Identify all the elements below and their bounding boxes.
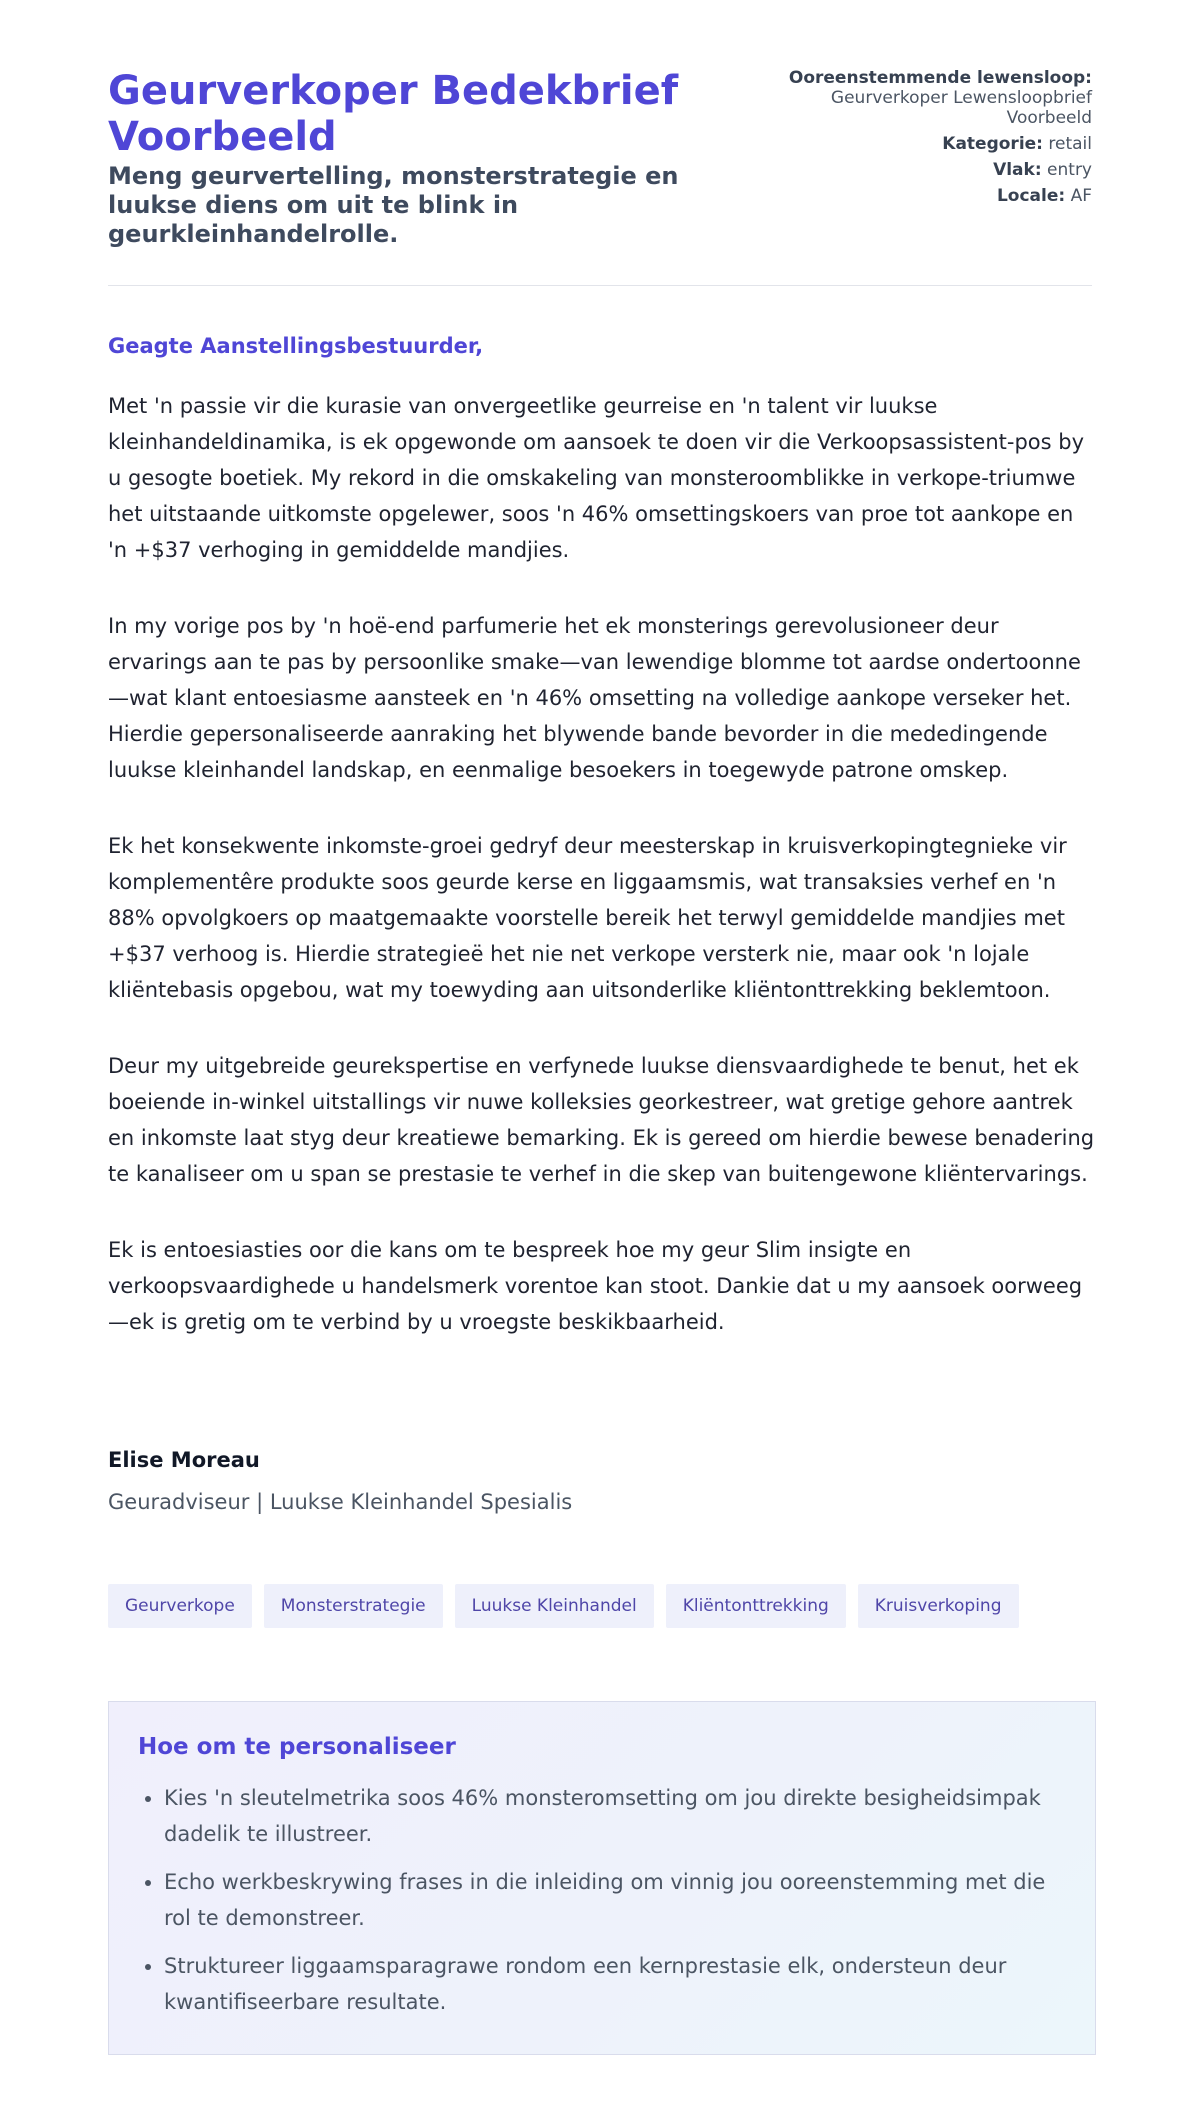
tip-item: • Kies 'n sleutelmetrika soos 46% monsteromsetting om jou direkte besigheidsimpak dadelik te illustreer. [164, 1780, 1066, 1852]
letter-paragraph: Deur my uitgebreide geurekspertise en verfynede luukse diensvaardighede te benut, het ek boeiende in-winkel uitstallings vir nuwe kolleksies georkestreer, wat gretige gehore aantrek en inkomste laat styg deur kreatiewe bemarking. Ek is gereed om hierdie bewese benadering te kanaliseer om u span se prestasie te verhef in die skep van buitengewone kliëntervarings. [108, 1054, 1095, 1186]
letter-greeting: Geagte Aanstellingsbestuurder, [108, 334, 484, 358]
page-subtitle: Meng geurvertelling, monsterstrategie en luukse diens om uit te blink in geurkleinhandelrolle. [108, 162, 679, 248]
meta-matching-resume [752, 68, 1092, 128]
tag-chip[interactable]: Kruisverkoping [858, 1584, 1019, 1628]
page-title: Geurverkoper Bedekbrief Voorbeeld [108, 68, 679, 160]
meta-matching-value: Geurverkoper Lewensloopbrief Voorbeeld [830, 88, 1092, 128]
signature-name: Elise Moreau [108, 1448, 260, 1472]
tips-list [138, 1780, 1066, 2020]
meta-locale-value: AF [1070, 186, 1092, 206]
tip-item: • Struktureer liggaamsparagrawe rondom een kernprestasie elk, ondersteun deur kwantifiseerbare resultate. [164, 1948, 1066, 2020]
tag-chip[interactable]: Luukse Kleinhandel [455, 1584, 654, 1628]
meta-level [752, 160, 1092, 180]
meta-matching-label: Ooreenstemmende lewensloop: [788, 68, 1092, 88]
signature-block [108, 1446, 1008, 1516]
tag-list [108, 1584, 1019, 1628]
tag-chip[interactable]: Monsterstrategie [264, 1584, 443, 1628]
tips-heading: Hoe om te personaliseer [138, 1734, 456, 1760]
meta-category-value: retail [1048, 134, 1092, 154]
meta-locale [752, 186, 1092, 206]
letter-paragraph: Met 'n passie vir die kurasie van onvergeetlike geurreise en 'n talent vir luukse kleinhandeldinamika, is ek opgewonde om aansoek te doen vir die Verkoopsassistent-pos by u gesogte boetiek. My rekord in die omskakeling van monsteroomblikke in verkope-triumwe het uitstaande uitkomste opgelewer, soos 'n 46% omsettingskoers van proe tot aankope en 'n +$37 verhoging in gemiddelde mandjies. [108, 394, 1085, 562]
personalize-tips-box [108, 1701, 1096, 2055]
meta-locale-label: Locale: [996, 186, 1066, 206]
letter-body [108, 388, 1098, 1380]
meta-level-label: Vlak: [993, 160, 1042, 180]
tag-chip[interactable]: Geurverkope [108, 1584, 252, 1628]
meta-category [752, 134, 1092, 154]
signature-title: Geuradviseur | Luukse Kleinhandel Spesialis [108, 1490, 573, 1514]
letter-paragraph: Ek is entoesiasties oor die kans om te bespreek hoe my geur Slim insigte en verkoopsvaardighede u handelsmerk vorentoe kan stoot. Dankie dat u my aansoek oorweeg—ek is gretig om te verbind by u vroegste beskikbaarheid. [108, 1238, 1083, 1334]
header-divider [108, 285, 1092, 286]
meta-level-value: entry [1047, 160, 1092, 180]
letter-paragraph: In my vorige pos by 'n hoë-end parfumerie het ek monsterings gerevolusioneer deur ervarings aan te pas by persoonlike smake—van lewendige blomme tot aardse ondertoonne—wat klant entoesiasme aansteek en 'n 46% omsetting na volledige aankope verseker het. Hierdie gepersonaliseerde aanraking het blywende bande bevorder in die mededingende luukse kleinhandel landskap, en eenmalige besoekers in toegewyde patrone omskep. [108, 614, 1081, 782]
meta-category-label: Kategorie: [942, 134, 1043, 154]
tip-item: • Echo werkbeskrywing frases in die inleiding om vinnig jou ooreenstemming met die rol te demonstreer. [164, 1864, 1066, 1936]
tag-chip[interactable]: Kliëntonttrekking [666, 1584, 846, 1628]
page-header [108, 0, 1092, 248]
letter-paragraph: Ek het konsekwente inkomste-groei gedryf deur meesterskap in kruisverkopingtegnieke vir komplementêre produkte soos geurde kerse en liggaamsmis, wat transaksies verhef en 'n 88% opvolgkoers op maatgemaakte voorstelle bereik het terwyl gemiddelde mandjies met +$37 verhoog is. Hierdie strategieë het nie net verkope versterk nie, maar ook 'n lojale kliëntebasis opgebou, wat my toewyding aan uitsonderlike kliëntonttrekking beklemtoon. [108, 834, 1067, 1002]
meta-panel [752, 68, 1092, 212]
